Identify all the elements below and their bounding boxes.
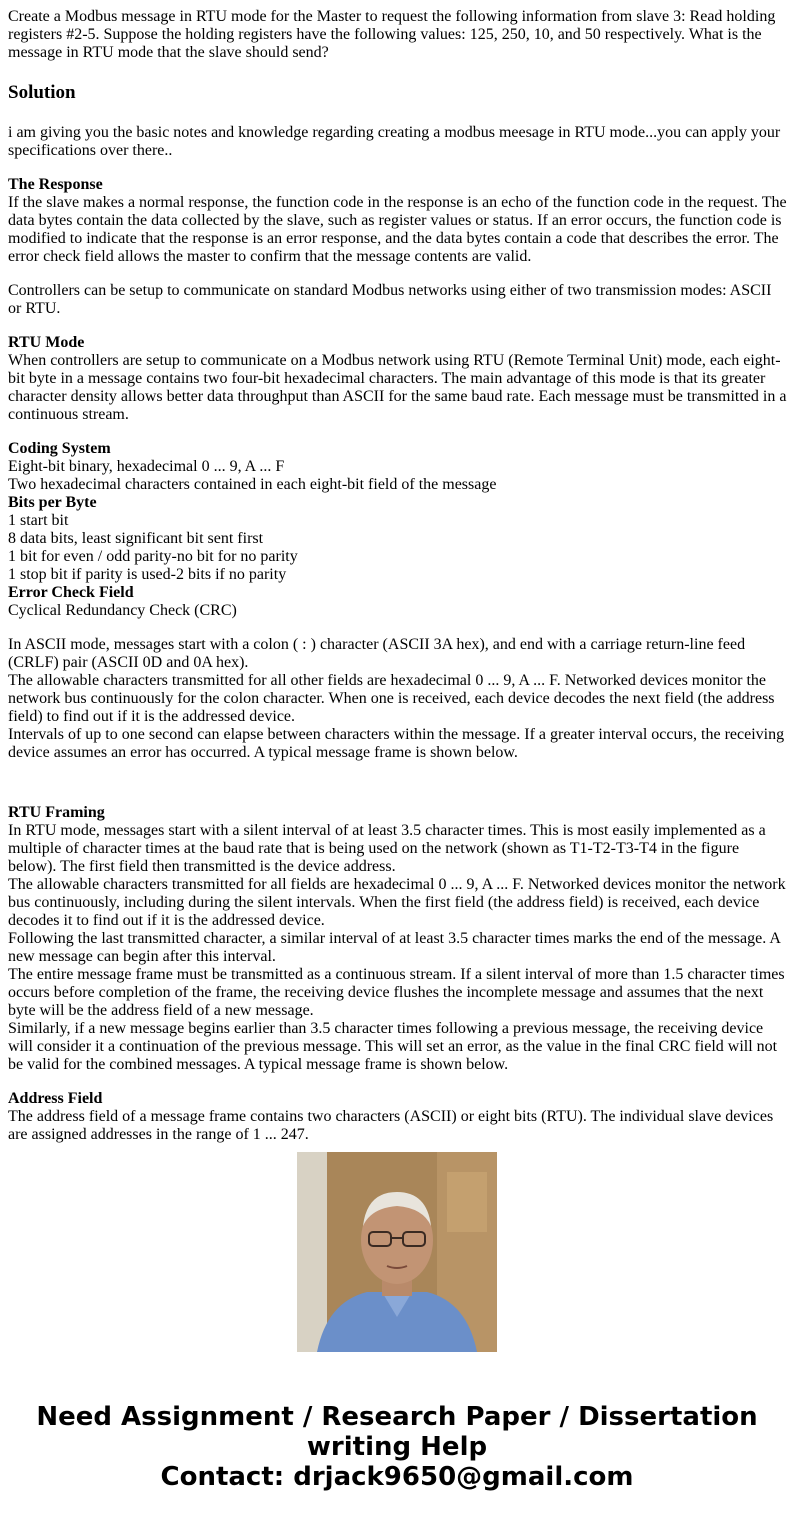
coding-system-line: Eight-bit binary, hexadecimal 0 ... 9, A ... F xyxy=(8,458,285,475)
coding-system-line: Two hexadecimal characters contained in each eight-bit field of the message xyxy=(8,476,497,493)
rtu-framing-paragraph: The entire message frame must be transmitted as a continuous stream. If a silent interval of more than 1.5 character times occurs before completion of the frame, the receiving device flushes the incomplete message and assumes that the next byte will be the address field of a new message. xyxy=(8,966,785,1019)
rtu-mode-section xyxy=(8,334,787,424)
ascii-paragraph: Intervals of up to one second can elapse between characters within the message. If a greater interval occurs, the receiving device assumes an error has occurred. A typical message frame is shown below. xyxy=(8,726,785,761)
response-section xyxy=(8,176,787,266)
coding-system-title: Coding System xyxy=(8,440,111,457)
address-field-text: The address field of a message frame contains two characters (ASCII) or eight bits (RTU). The individual slave devices are assigned addresses in the range of 1 ... 247. xyxy=(8,1108,774,1143)
bits-per-byte-line: 1 start bit xyxy=(8,512,69,529)
promo-line: Need Assignment / Research Paper / Dissertation writing Help xyxy=(36,1402,758,1462)
promo-banner xyxy=(0,1152,794,1492)
intro-text: i am giving you the basic notes and knowledge regarding creating a modbus meesage in RTU mode...you can apply your specifications over there.. xyxy=(8,124,781,159)
address-field-section xyxy=(8,1090,787,1144)
rtu-framing-paragraph: The allowable characters transmitted for all fields are hexadecimal 0 ... 9, A ... F. Networked devices monitor the network bus continuously, including during the silent intervals. When the first field (the address field) is received, each device decodes it to find out if it is the addressed device. xyxy=(8,876,786,929)
ascii-paragraph: The allowable characters transmitted for all other fields are hexadecimal 0 ... 9, A ... F. Networked devices monitor the network bus continuously for the colon character. When one is received, each device decodes the next field (the address field) to find out if it is the addressed device. xyxy=(8,672,775,725)
question-text: Create a Modbus message in RTU mode for the Master to request the following information from slave 3: Read holding registers #2-5. Suppose the holding registers have the following values: 125, 250, 10, and 50 respectively. What is the message in RTU mode that the slave should send? xyxy=(8,8,776,61)
bits-per-byte-line: 1 bit for even / odd parity-no bit for no parity xyxy=(8,548,298,565)
error-check-title: Error Check Field xyxy=(8,584,134,601)
ascii-paragraph: In ASCII mode, messages start with a colon ( : ) character (ASCII 3A hex), and end with a carriage return-line feed (CRLF) pair (ASCII 0D and 0A hex). xyxy=(8,636,746,671)
rtu-framing-section xyxy=(8,804,787,1074)
article-body xyxy=(8,8,787,1143)
rtu-framing-paragraph: Similarly, if a new message begins earlier than 3.5 character times following a previous message, the receiving device will consider it a continuation of the previous message. This will set an error, as the value in the final CRC field will not be valid for the combined messages. A typical message frame is shown below. xyxy=(8,1020,778,1073)
bits-per-byte-line: 8 data bits, least significant bit sent first xyxy=(8,530,264,547)
specs-section xyxy=(8,440,787,620)
rtu-mode-text: When controllers are setup to communicate on a Modbus network using RTU (Remote Terminal Unit) mode, each eight-bit byte in a message contains two four-bit hexadecimal characters. The main advantage of this mode is that its greater character density allows better data throughput than ASCII for the same baud rate. Each message must be transmitted in a continuous stream. xyxy=(8,352,787,423)
figure-gap xyxy=(8,778,787,804)
rtu-mode-title: RTU Mode xyxy=(8,334,85,351)
promo-text xyxy=(0,1402,794,1492)
bits-per-byte-title: Bits per Byte xyxy=(8,494,97,511)
author-photo xyxy=(297,1152,497,1352)
controllers-text: Controllers can be setup to communicate on standard Modbus networks using either of two transmission modes: ASCII or RTU. xyxy=(8,282,772,317)
response-text: If the slave makes a normal response, the function code in the response is an echo of the function code in the request. The data bytes contain the data collected by the slave, such as register values or status. If an error occurs, the function code is modified to indicate that the response is an error response, and the data bytes contain a code that describes the error. The error check field allows the master to confirm that the message contents are valid. xyxy=(8,194,787,265)
rtu-framing-paragraph: Following the last transmitted character, a similar interval of at least 3.5 character times marks the end of the message. A new message can begin after this interval. xyxy=(8,930,780,965)
rtu-framing-title: RTU Framing xyxy=(8,804,105,821)
response-title: The Response xyxy=(8,176,103,193)
solution-heading: Solution xyxy=(8,82,76,103)
error-check-text: Cyclical Redundancy Check (CRC) xyxy=(8,602,237,619)
bits-per-byte-line: 1 stop bit if parity is used-2 bits if no parity xyxy=(8,566,287,583)
promo-contact: Contact: drjack9650@gmail.com xyxy=(160,1462,634,1492)
address-field-title: Address Field xyxy=(8,1090,103,1107)
ascii-section xyxy=(8,636,787,762)
rtu-framing-paragraph: In RTU mode, messages start with a silent interval of at least 3.5 character times. This is most easily implemented as a multiple of character times at the baud rate that is being used on the network (shown as T1-T2-T3-T4 in the figure below). The first field then transmitted is the device address. xyxy=(8,822,766,875)
